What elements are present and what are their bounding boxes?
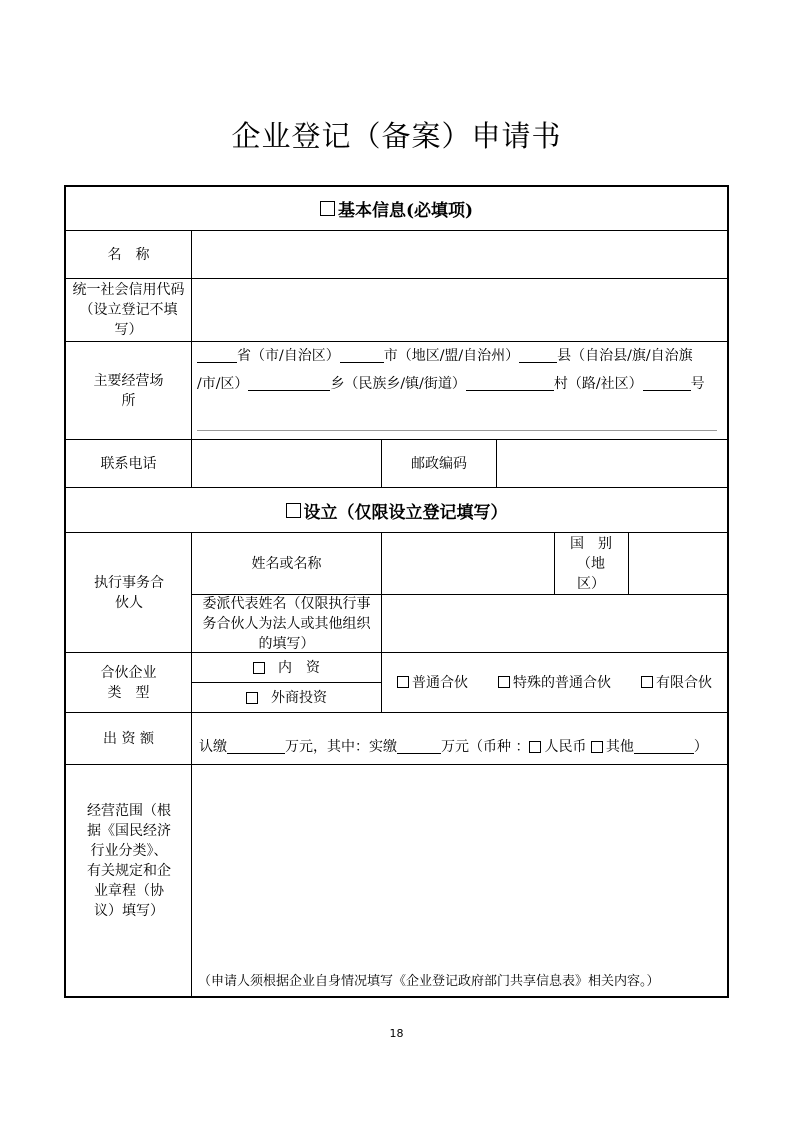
checkbox[interactable] xyxy=(591,741,603,753)
phone-field[interactable] xyxy=(192,440,381,487)
postcode-field[interactable] xyxy=(497,440,727,487)
label-name-or-title: 姓名或名称 xyxy=(251,555,322,572)
section-basic-info: 基本信息(必填项) xyxy=(66,187,727,230)
credit-code-field[interactable] xyxy=(192,279,727,341)
delegate-field[interactable] xyxy=(382,595,727,652)
label-phone: 联系电话 xyxy=(100,455,157,472)
label-capital: 出 资 额 xyxy=(103,730,154,747)
scope-field[interactable] xyxy=(192,765,727,965)
label-partner: 执行事务合伙人 xyxy=(94,574,164,611)
label-type: 合伙企业类 型 xyxy=(100,664,157,701)
partnership-type-options xyxy=(382,653,727,712)
scope-note: （申请人须根据企业自身情况填写《企业登记政府部门共享信息表》相关内容。） xyxy=(198,974,660,989)
label-postcode: 邮政编码 xyxy=(411,455,467,472)
option-general[interactable]: 普通合伙 xyxy=(397,673,468,693)
capital-field[interactable]: 认缴 万元，其中：实缴 万元（币种 ： 人民币 其他 ） xyxy=(199,738,708,755)
partner-name-field[interactable] xyxy=(382,533,554,594)
checkbox[interactable] xyxy=(498,676,510,688)
name-field[interactable] xyxy=(192,231,727,278)
option-special[interactable]: 特殊的普通合伙 xyxy=(498,673,611,693)
label-country: 国 别（地 区） xyxy=(570,535,619,592)
option-foreign[interactable]: 外商投资 xyxy=(192,683,381,712)
label-address: 主要经营场 所 xyxy=(93,372,178,409)
section-setup: 设立（仅限设立登记填写） xyxy=(66,488,727,532)
application-form-table xyxy=(64,185,729,998)
checkbox[interactable] xyxy=(286,503,301,518)
checkbox[interactable] xyxy=(641,676,653,688)
page-number: 18 xyxy=(389,1027,404,1040)
address-field[interactable]: 省（市/自治区） 市（地区/盟/自治州） 县（自治县/旗/自治旗 /市/区） 乡（民族乡/镇/街道） 村（路/社区） 号 xyxy=(197,348,705,392)
label-name: 名 称 xyxy=(107,246,150,263)
option-domestic[interactable]: 内 资 xyxy=(192,653,381,682)
checkbox[interactable] xyxy=(320,201,335,216)
checkbox[interactable] xyxy=(529,741,541,753)
label-scope: 经营范围（根据《国民经济行业分类》、有关规定和企业章程（协议）填写） xyxy=(87,802,171,919)
checkbox[interactable] xyxy=(397,676,409,688)
label-delegate: 委派代表姓名（仅限执行事务合伙人为法人或其他组织的填写） xyxy=(202,595,371,652)
page-title: 企业登记（备案）申请书 xyxy=(231,119,562,153)
checkbox[interactable] xyxy=(253,662,265,674)
option-limited[interactable]: 有限合伙 xyxy=(641,673,712,693)
label-credit-code: 统一社会信用代码（设立登记不填写） xyxy=(72,282,185,338)
address-blank-line xyxy=(197,430,717,431)
checkbox[interactable] xyxy=(246,692,258,704)
country-field[interactable] xyxy=(629,533,727,594)
